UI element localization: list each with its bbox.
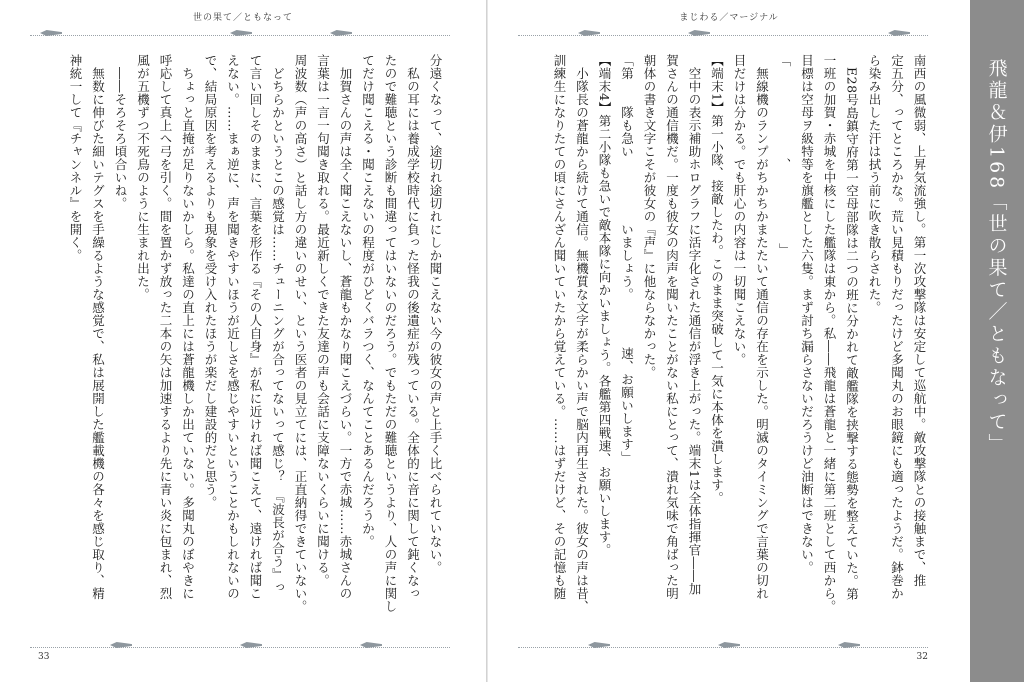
running-head-left: 世の果て／ともなって (192, 13, 293, 23)
text-line: 訓練生になりたての頃にさんざん聞いていたから覚えている。……はずだけど、その記憶も随 (552, 54, 567, 600)
text-line: えない。……まぁ逆に、声を聞きやすいほうが近しさを感じやすいということかもしれないの (225, 54, 241, 600)
chapter-title: 飛龍＆伊168「世の果て／ともなって」 (985, 58, 1008, 456)
text-line: て言い回しそのままに、言葉を形作る『その人自身』が私に近ければ聞こえて、遠ければ聞こ (248, 54, 263, 600)
aircraft-ornament-icon (240, 642, 262, 648)
text-line: たので難聴という診断も間違ってはいないのだろう。でもただの難聴というより、人の声に関し (383, 54, 398, 613)
aircraft-ornament-icon (40, 30, 62, 36)
ornament-divider-top-right (518, 35, 928, 44)
text-line: 一班の加賀・赤城を中核にした艦隊は東から。私――飛龍は蒼龍と一緒に第二班として西から。 (822, 54, 837, 613)
text-line: 周波数（声の高さ）と話し方の違いのせい、という医者の見立てには、正直納得できていない。 (293, 54, 308, 613)
aircraft-ornament-icon (360, 642, 382, 648)
text-line: 私の耳には養成学校時代に負った怪我の後遺症が残っている。全体的に音に関して鈍くなっ (405, 54, 421, 600)
right-body-text (548, 54, 931, 638)
text-line: 賀さんの通信機だ。一度も彼女の肉声を聞いたことがない私にとって、潰れ気味で角ばった明 (664, 54, 680, 600)
text-line: 言葉は一言一句聞き取れる。最近新しくできた友達の声も会話に支障ないくらいに聞ける。 (315, 54, 331, 587)
aircraft-ornament-icon (330, 30, 352, 36)
text-line: ら染み出した汗は拭う前に吹き散らされた。 (867, 54, 882, 314)
text-line: 加賀さんの声は全く聞こえないし、蒼龍もかなり聞こえづらい。一方で赤城……赤城さんの (338, 54, 353, 600)
text-line: 目標は空母ヲ級特等を旗艦とした六隻。まず討ち漏らさないだろうけど油断はできない。 (799, 54, 815, 574)
text-line: 小隊長の蒼龍から続けて通信。無機質な文字が柔らかい声で脳内再生された。彼女の声は昔、 (574, 54, 590, 613)
aircraft-ornament-icon (718, 642, 740, 648)
page-number-left: 33 (38, 652, 50, 662)
text-line: で、結局原因を考えるよりも現象を受け入れたほうが楽だし建設的だと思う。 (203, 54, 218, 509)
text-line: 分遠くなって、途切れ途切れにしか聞こえない今の彼女の声と上手く比べられていない。 (428, 54, 443, 574)
text-line: 無線機のランプがちかちかまたたいて通信の存在を示した。明滅のタイミングで言葉の切れ (754, 54, 770, 600)
text-line: 空中の表示補助ホログラフに活字化された通信が浮き上がった。端末1は全体指揮官――加 (687, 54, 702, 596)
chapter-side-tab (970, 0, 1024, 682)
text-line: 「第 隊も急い いましょう。 速、お願いします」 (619, 54, 635, 464)
text-line: 朝体の書き文字こそが彼女の『声』に他ならなかった。 (642, 54, 657, 379)
text-line: どちらかというとこの感覚は……チューニングが合ってないって感じ？ 『波長が合う』っ (270, 54, 286, 594)
text-line: 無数に伸びた細いテグスを手繰るような感覚で、私は展開した艦載機の各々を感じ取り、精 (90, 54, 106, 600)
aircraft-ornament-icon (588, 642, 610, 648)
running-head-right: まじわる／マージナル (679, 13, 779, 23)
text-line: 呼応して真上へ弓を引く。間を置かず放った二本の矢は加速するより先に青い炎に包まれ、烈 (158, 54, 173, 600)
text-line: E28号島鎮守府第一空母部隊は二つの班に分かれて敵艦隊を挟撃する態勢を整えていた。第 (844, 54, 860, 601)
right-page (488, 0, 970, 682)
aircraft-ornament-icon (688, 30, 710, 36)
left-page (0, 0, 486, 682)
text-line: 【端末4】第二小隊も急いで敵本隊に向かいましょう。各艦第四戦速、お願いします。 (597, 54, 612, 557)
text-line: ――そろそろ頃合いね。 (113, 54, 128, 210)
ornament-divider-bottom-left (30, 647, 450, 656)
page-number-right: 32 (916, 652, 928, 662)
text-line: 定五分、ってところかな。荒い見積もりだったけど多聞丸のお眼鏡にも適ったようだ。鉢巻か (889, 54, 905, 600)
text-line: 風が五機ずつ不死鳥のように生まれ出た。 (135, 54, 151, 301)
text-line: 【端末1】第一小隊、接敵したわ。このまま突破して一気に本体を潰します。 (709, 54, 725, 505)
text-line: 「 、 」 (777, 54, 792, 256)
ornament-divider-bottom-right (518, 647, 928, 656)
aircraft-ornament-icon (230, 30, 252, 36)
text-line: てだけ聞こえる・聞こえないの程度がひどくバラつく、なんてことあるんだろうか。 (360, 54, 376, 548)
ornament-divider-top-left (30, 35, 450, 44)
text-line: ちょっと直掩が足りないかしら。私達の直上には蒼龍機しか出ていない。多聞丸のぼやきに (180, 54, 196, 600)
aircraft-ornament-icon (838, 642, 860, 648)
text-line: 目だけは分かる。でも肝心の内容は一切聞こえない。 (732, 54, 747, 366)
aircraft-ornament-icon (888, 30, 910, 36)
text-line: 神統一して『チャンネル』を開く。 (68, 54, 83, 262)
aircraft-ornament-icon (578, 30, 600, 36)
left-body-text (64, 54, 447, 638)
aircraft-ornament-icon (110, 642, 132, 648)
text-line: 南西の風微弱、上昇気流強し。第一次攻撃隊は安定して巡航中。敵攻撃隊との接触まで、推 (912, 54, 927, 587)
